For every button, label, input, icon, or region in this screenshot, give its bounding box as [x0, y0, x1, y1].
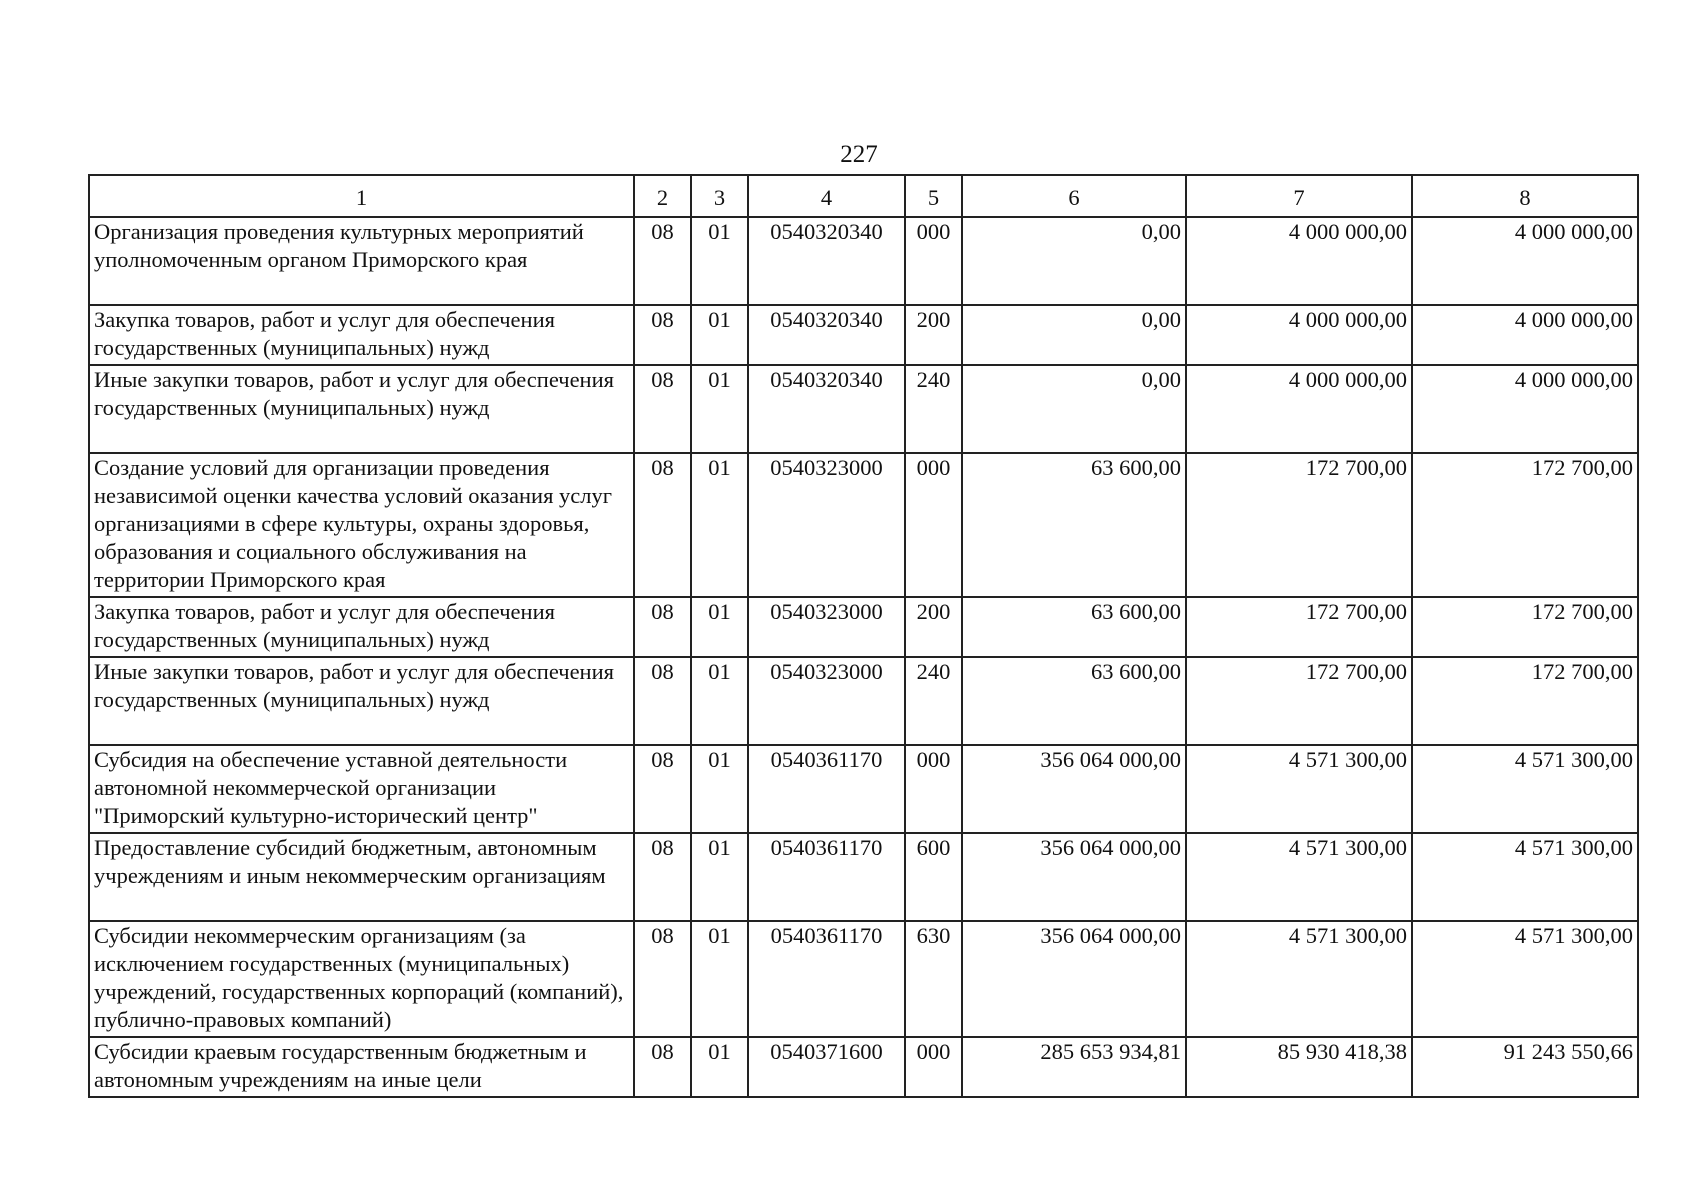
amount-col8: 4 571 300,00	[1412, 833, 1638, 921]
page-number: 227	[840, 141, 878, 168]
row-description: Предоставление субсидий бюджетным, автономным учреждениям и иным некоммерческим организациям	[89, 833, 634, 921]
subsection-code: 01	[691, 305, 748, 365]
header-cell-1: 1	[89, 175, 634, 217]
target-article-code: 0540320340	[748, 305, 905, 365]
expense-type-code: 000	[905, 453, 962, 597]
amount-col6: 63 600,00	[962, 453, 1186, 597]
row-description: Субсидия на обеспечение уставной деятельности автономной некоммерческой организации "Приморский культурно-исторический центр"	[89, 745, 634, 833]
table-row	[89, 833, 1638, 921]
budget-table	[88, 174, 1639, 1098]
subsection-code: 01	[691, 745, 748, 833]
row-description: Иные закупки товаров, работ и услуг для обеспечения государственных (муниципальных) нужд	[89, 657, 634, 745]
header-cell-8: 8	[1412, 175, 1638, 217]
amount-col6: 356 064 000,00	[962, 745, 1186, 833]
amount-col7: 172 700,00	[1186, 453, 1412, 597]
amount-col7: 4 571 300,00	[1186, 921, 1412, 1037]
amount-col7: 4 000 000,00	[1186, 217, 1412, 305]
amount-col8: 172 700,00	[1412, 597, 1638, 657]
table-row	[89, 365, 1638, 453]
subsection-code: 01	[691, 217, 748, 305]
subsection-code: 01	[691, 1037, 748, 1097]
target-article-code: 0540323000	[748, 453, 905, 597]
expense-type-code: 240	[905, 365, 962, 453]
target-article-code: 0540361170	[748, 745, 905, 833]
amount-col6: 63 600,00	[962, 597, 1186, 657]
amount-col6: 0,00	[962, 365, 1186, 453]
amount-col7: 172 700,00	[1186, 597, 1412, 657]
section-code: 08	[634, 597, 691, 657]
amount-col8: 91 243 550,66	[1412, 1037, 1638, 1097]
amount-col7: 4 000 000,00	[1186, 305, 1412, 365]
amount-col8: 4 000 000,00	[1412, 305, 1638, 365]
table-row	[89, 217, 1638, 305]
table-body	[89, 217, 1638, 1097]
amount-col7: 4 571 300,00	[1186, 833, 1412, 921]
row-description: Организация проведения культурных мероприятий уполномоченным органом Приморского края	[89, 217, 634, 305]
section-code: 08	[634, 305, 691, 365]
table-row	[89, 921, 1638, 1037]
table-row	[89, 745, 1638, 833]
amount-col8: 4 571 300,00	[1412, 921, 1638, 1037]
amount-col6: 63 600,00	[962, 657, 1186, 745]
expense-type-code: 240	[905, 657, 962, 745]
amount-col8: 4 000 000,00	[1412, 217, 1638, 305]
amount-col6: 0,00	[962, 305, 1186, 365]
subsection-code: 01	[691, 921, 748, 1037]
header-cell-6: 6	[962, 175, 1186, 217]
subsection-code: 01	[691, 453, 748, 597]
expense-type-code: 000	[905, 1037, 962, 1097]
expense-type-code: 630	[905, 921, 962, 1037]
header-cell-3: 3	[691, 175, 748, 217]
target-article-code: 0540371600	[748, 1037, 905, 1097]
table-row	[89, 597, 1638, 657]
header-cell-5: 5	[905, 175, 962, 217]
amount-col8: 172 700,00	[1412, 453, 1638, 597]
target-article-code: 0540323000	[748, 657, 905, 745]
amount-col6: 0,00	[962, 217, 1186, 305]
target-article-code: 0540361170	[748, 833, 905, 921]
subsection-code: 01	[691, 365, 748, 453]
amount-col8: 4 571 300,00	[1412, 745, 1638, 833]
amount-col7: 4 000 000,00	[1186, 365, 1412, 453]
target-article-code: 0540320340	[748, 365, 905, 453]
amount-col7: 4 571 300,00	[1186, 745, 1412, 833]
target-article-code: 0540361170	[748, 921, 905, 1037]
section-code: 08	[634, 365, 691, 453]
section-code: 08	[634, 921, 691, 1037]
header-cell-2: 2	[634, 175, 691, 217]
amount-col6: 356 064 000,00	[962, 921, 1186, 1037]
expense-type-code: 200	[905, 597, 962, 657]
target-article-code: 0540320340	[748, 217, 905, 305]
amount-col6: 356 064 000,00	[962, 833, 1186, 921]
amount-col8: 172 700,00	[1412, 657, 1638, 745]
row-description: Закупка товаров, работ и услуг для обеспечения государственных (муниципальных) нужд	[89, 305, 634, 365]
subsection-code: 01	[691, 657, 748, 745]
amount-col7: 85 930 418,38	[1186, 1037, 1412, 1097]
section-code: 08	[634, 217, 691, 305]
header-cell-4: 4	[748, 175, 905, 217]
row-description: Иные закупки товаров, работ и услуг для обеспечения государственных (муниципальных) нужд	[89, 365, 634, 453]
target-article-code: 0540323000	[748, 597, 905, 657]
amount-col7: 172 700,00	[1186, 657, 1412, 745]
table-row	[89, 453, 1638, 597]
table-row	[89, 657, 1638, 745]
amount-col8: 4 000 000,00	[1412, 365, 1638, 453]
table-row	[89, 305, 1638, 365]
header-cell-7: 7	[1186, 175, 1412, 217]
section-code: 08	[634, 657, 691, 745]
table-row	[89, 1037, 1638, 1097]
expense-type-code: 600	[905, 833, 962, 921]
header-row	[89, 175, 1638, 217]
expense-type-code: 000	[905, 745, 962, 833]
expense-type-code: 200	[905, 305, 962, 365]
section-code: 08	[634, 453, 691, 597]
section-code: 08	[634, 1037, 691, 1097]
subsection-code: 01	[691, 597, 748, 657]
row-description: Субсидии краевым государственным бюджетным и автономным учреждениям на иные цели	[89, 1037, 634, 1097]
row-description: Субсидии некоммерческим организациям (за исключением государственных (муниципальных) учреждений, государственных корпораций (компаний), публично-правовых компаний)	[89, 921, 634, 1037]
section-code: 08	[634, 745, 691, 833]
subsection-code: 01	[691, 833, 748, 921]
expense-type-code: 000	[905, 217, 962, 305]
row-description: Создание условий для организации проведения независимой оценки качества условий оказания услуг организациями в сфере культуры, охраны здоровья, образования и социального обслуживания на территории Приморского края	[89, 453, 634, 597]
amount-col6: 285 653 934,81	[962, 1037, 1186, 1097]
section-code: 08	[634, 833, 691, 921]
row-description: Закупка товаров, работ и услуг для обеспечения государственных (муниципальных) нужд	[89, 597, 634, 657]
